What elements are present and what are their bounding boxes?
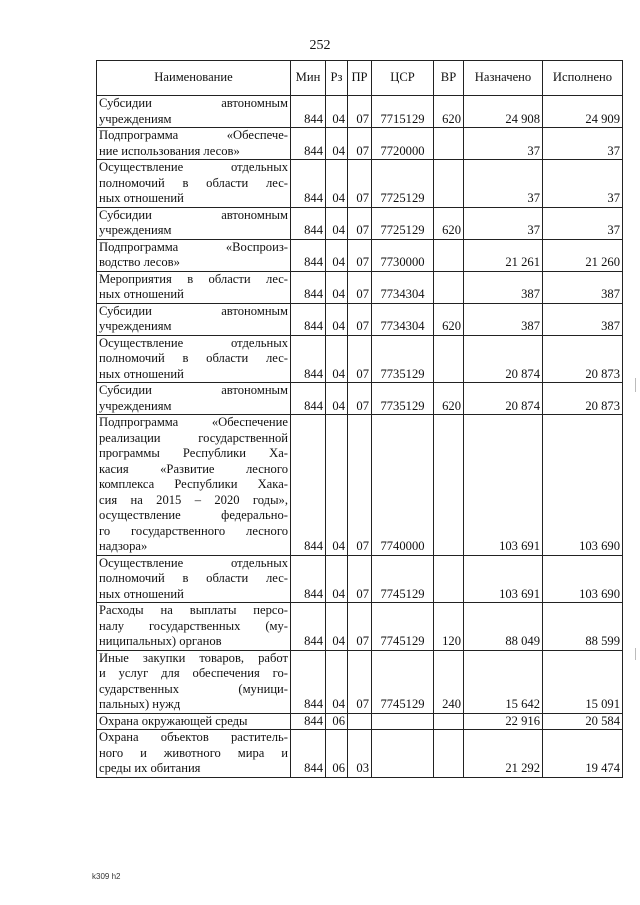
name-line: ние использования лесов» (99, 143, 240, 158)
cell-assigned: 22 916 (464, 713, 543, 730)
cell-name (97, 383, 291, 415)
cell-vr: 620 (434, 383, 464, 415)
name-line: учреждениям (99, 223, 172, 237)
cell-name (97, 415, 291, 556)
cell-name (97, 96, 291, 128)
name-line: осуществление федерально- (99, 508, 288, 522)
cell-executed: 24 909 (543, 96, 623, 128)
cell-min: 844 (291, 207, 326, 239)
cell-pr: 07 (348, 603, 372, 651)
cell-min: 844 (291, 650, 326, 713)
footer-code: k309 h2 (92, 872, 121, 881)
name-line: Осуществление отдельных (99, 335, 288, 350)
table-row (97, 335, 623, 383)
cell-assigned: 24 908 (464, 96, 543, 128)
table-row (97, 128, 623, 160)
cell-min: 844 (291, 128, 326, 160)
name-line: полномочий в области лес- (99, 175, 288, 190)
cell-csr: 7725129 (372, 160, 434, 208)
cell-vr (434, 730, 464, 778)
cell-name (97, 160, 291, 208)
cell-csr: 7720000 (372, 128, 434, 160)
cell-csr: 7734304 (372, 271, 434, 303)
header-rz: Рз (326, 61, 348, 96)
header-executed: Исполнено (543, 61, 623, 96)
cell-executed: 37 (543, 207, 623, 239)
cell-executed: 387 (543, 303, 623, 335)
cell-name (97, 555, 291, 603)
cell-executed: 20 584 (543, 713, 623, 730)
name-line: Подпрограмма «Обеспече- (99, 128, 288, 142)
cell-csr: 7740000 (372, 415, 434, 556)
cell-vr (434, 239, 464, 271)
cell-pr: 07 (348, 128, 372, 160)
cell-vr (434, 160, 464, 208)
cell-min: 844 (291, 603, 326, 651)
cell-assigned: 21 261 (464, 239, 543, 271)
cell-min: 844 (291, 555, 326, 603)
cell-min: 844 (291, 383, 326, 415)
cell-vr (434, 128, 464, 160)
name-line: сия на 2015 – 2020 годы», (99, 492, 288, 507)
cell-pr: 03 (348, 730, 372, 778)
table-row (97, 271, 623, 303)
cell-name (97, 271, 291, 303)
cell-assigned: 37 (464, 207, 543, 239)
cell-rz: 04 (326, 128, 348, 160)
name-line: учреждениям (99, 111, 172, 126)
name-line: водство лесов» (99, 255, 180, 269)
name-line: Субсидии автономным (99, 96, 288, 110)
cell-pr: 07 (348, 415, 372, 556)
cell-rz: 04 (326, 335, 348, 383)
name-line: го государственного лесного (99, 523, 288, 538)
cell-name (97, 128, 291, 160)
name-line: ного и животного мира и (99, 745, 288, 760)
cell-csr: 7735129 (372, 383, 434, 415)
cell-vr: 620 (434, 303, 464, 335)
cell-vr: 620 (434, 207, 464, 239)
cell-rz: 04 (326, 415, 348, 556)
cell-csr (372, 713, 434, 730)
header-name: Наименование (97, 61, 291, 96)
cell-assigned: 88 049 (464, 603, 543, 651)
cell-assigned: 387 (464, 303, 543, 335)
cell-pr: 07 (348, 271, 372, 303)
cell-assigned: 37 (464, 128, 543, 160)
name-line: ных отношений (99, 191, 184, 205)
cell-min: 844 (291, 239, 326, 271)
cell-min: 844 (291, 713, 326, 730)
name-line: Осуществление отдельных (99, 160, 288, 174)
name-line: комплекса Республики Хака- (99, 477, 288, 491)
cell-executed: 21 260 (543, 239, 623, 271)
table-row (97, 239, 623, 271)
cell-pr: 07 (348, 207, 372, 239)
name-line: пальных) нужд (99, 697, 181, 711)
cell-csr (372, 730, 434, 778)
cell-vr: 240 (434, 650, 464, 713)
cell-vr (434, 555, 464, 603)
cell-name (97, 603, 291, 651)
cell-assigned: 37 (464, 160, 543, 208)
cell-executed: 387 (543, 271, 623, 303)
table-row (97, 650, 623, 713)
cell-vr (434, 415, 464, 556)
cell-rz: 04 (326, 555, 348, 603)
cell-name (97, 730, 291, 778)
cell-rz: 04 (326, 603, 348, 651)
name-line: полномочий в области лес- (99, 351, 288, 365)
table-row (97, 96, 623, 128)
cell-min: 844 (291, 96, 326, 128)
name-line: полномочий в области лес- (99, 571, 288, 585)
name-line: учреждениям (99, 398, 172, 413)
name-line: налу государственных (му- (99, 618, 288, 633)
cell-csr: 7725129 (372, 207, 434, 239)
table-row (97, 555, 623, 603)
cell-vr: 620 (434, 96, 464, 128)
cell-pr: 07 (348, 160, 372, 208)
name-line: Иные закупки товаров, работ (99, 650, 288, 665)
cell-executed: 37 (543, 160, 623, 208)
cell-assigned: 20 874 (464, 383, 543, 415)
name-line: касия «Развитие лесного (99, 461, 288, 476)
cell-rz: 04 (326, 650, 348, 713)
cell-vr (434, 713, 464, 730)
cell-assigned: 20 874 (464, 335, 543, 383)
cell-csr: 7735129 (372, 335, 434, 383)
name-line: ных отношений (99, 287, 184, 301)
name-line: Подпрограмма «Воспроиз- (99, 239, 288, 254)
cell-name (97, 650, 291, 713)
name-line: сударственных (муници- (99, 681, 288, 696)
name-line: Субсидии автономным (99, 207, 288, 222)
cell-rz: 04 (326, 207, 348, 239)
name-line: Субсидии автономным (99, 383, 288, 397)
cell-name (97, 335, 291, 383)
cell-pr: 07 (348, 303, 372, 335)
cell-pr: 07 (348, 650, 372, 713)
name-line: Охрана окружающей среды (99, 713, 248, 728)
cell-executed: 103 690 (543, 415, 623, 556)
cell-executed: 15 091 (543, 650, 623, 713)
table-row (97, 383, 623, 415)
name-line: и услуг для обеспечения го- (99, 666, 288, 680)
header-assigned: Назначено (464, 61, 543, 96)
name-line: Охрана объектов раститель- (99, 730, 288, 744)
cell-vr: 120 (434, 603, 464, 651)
cell-rz: 06 (326, 730, 348, 778)
cell-rz: 04 (326, 303, 348, 335)
cell-csr: 7745129 (372, 650, 434, 713)
scan-mark (635, 648, 636, 660)
cell-rz: 04 (326, 160, 348, 208)
table-row (97, 730, 623, 778)
cell-csr: 7745129 (372, 603, 434, 651)
name-line: Субсидии автономным (99, 303, 288, 318)
header-csr: ЦСР (372, 61, 434, 96)
table-body (97, 96, 623, 778)
cell-name (97, 713, 291, 730)
name-line: ниципальных) органов (99, 634, 222, 648)
cell-vr (434, 335, 464, 383)
cell-min: 844 (291, 335, 326, 383)
table-row (97, 603, 623, 651)
cell-csr: 7745129 (372, 555, 434, 603)
cell-name (97, 239, 291, 271)
header-vr: ВР (434, 61, 464, 96)
table-row (97, 415, 623, 556)
name-line: программы Республики Ха- (99, 446, 288, 460)
cell-min: 844 (291, 303, 326, 335)
cell-executed: 20 873 (543, 335, 623, 383)
cell-rz: 04 (326, 383, 348, 415)
name-line: Расходы на выплаты персо- (99, 603, 288, 617)
cell-executed: 20 873 (543, 383, 623, 415)
cell-pr (348, 713, 372, 730)
name-line: ных отношений (99, 586, 184, 601)
name-line: учреждениям (99, 319, 172, 333)
cell-assigned: 103 691 (464, 415, 543, 556)
cell-executed: 37 (543, 128, 623, 160)
cell-assigned: 103 691 (464, 555, 543, 603)
cell-rz: 04 (326, 96, 348, 128)
table-row (97, 160, 623, 208)
cell-pr: 07 (348, 555, 372, 603)
cell-min: 844 (291, 415, 326, 556)
cell-rz: 04 (326, 271, 348, 303)
cell-rz: 04 (326, 239, 348, 271)
cell-vr (434, 271, 464, 303)
cell-pr: 07 (348, 239, 372, 271)
cell-min: 844 (291, 271, 326, 303)
name-line: Осуществление отдельных (99, 555, 288, 570)
name-line: реализации государственной (99, 430, 288, 445)
cell-pr: 07 (348, 335, 372, 383)
table-row (97, 303, 623, 335)
name-line: Подпрограмма «Обеспечение (99, 415, 288, 429)
cell-csr: 7715129 (372, 96, 434, 128)
cell-pr: 07 (348, 96, 372, 128)
name-line: Мероприятия в области лес- (99, 271, 288, 286)
cell-min: 844 (291, 730, 326, 778)
cell-name (97, 207, 291, 239)
cell-csr: 7730000 (372, 239, 434, 271)
cell-executed: 88 599 (543, 603, 623, 651)
cell-assigned: 15 642 (464, 650, 543, 713)
cell-min: 844 (291, 160, 326, 208)
scan-mark (635, 378, 636, 392)
cell-assigned: 387 (464, 271, 543, 303)
budget-table (96, 60, 623, 778)
cell-rz: 06 (326, 713, 348, 730)
header-pr: ПР (348, 61, 372, 96)
name-line: надзора» (99, 539, 148, 553)
cell-csr: 7734304 (372, 303, 434, 335)
name-line: среды их обитания (99, 761, 201, 775)
cell-pr: 07 (348, 383, 372, 415)
table-row (97, 713, 623, 730)
cell-assigned: 21 292 (464, 730, 543, 778)
cell-name (97, 303, 291, 335)
page-number: 252 (309, 38, 331, 53)
cell-executed: 19 474 (543, 730, 623, 778)
cell-executed: 103 690 (543, 555, 623, 603)
table-row (97, 207, 623, 239)
name-line: ных отношений (99, 366, 184, 381)
header-min: Мин (291, 61, 326, 96)
table-header-row (97, 61, 623, 96)
